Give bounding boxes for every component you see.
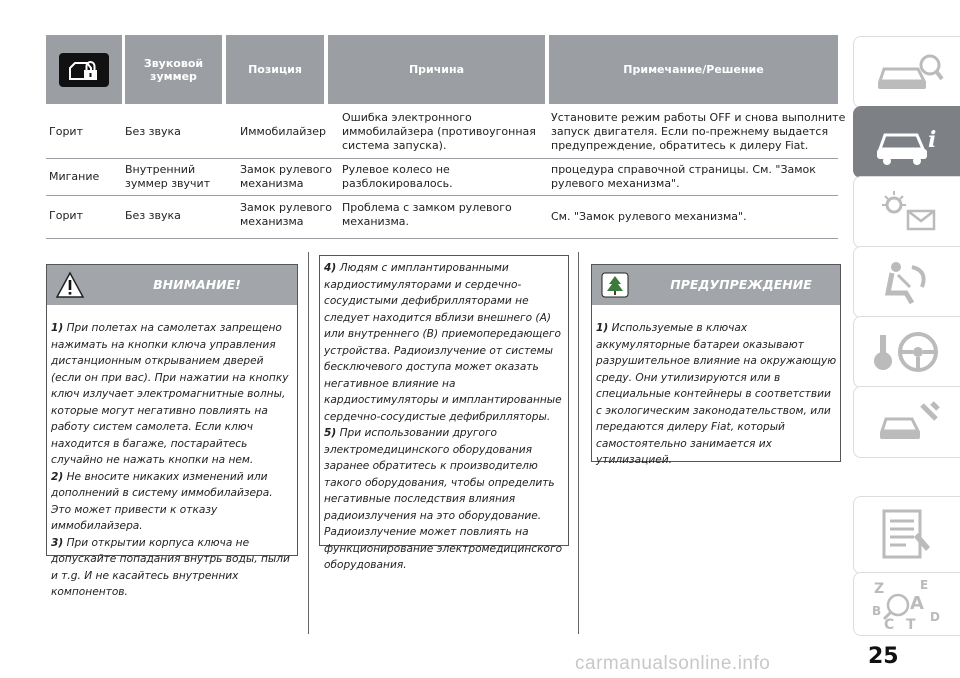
notice-body [596, 320, 837, 469]
warning-item-5: 5) При использовании другого электромедицинского оборудования заранее обратитесь к производителю такого оборудования, чтобы определить негативные последствия влияния радиоизлучения на это оборудование. Радиоизлучение может повлиять на функционирование электромедицинского оборудования. [324, 427, 563, 571]
warning-item-1: 1) При полетах на самолетах запрещено нажимать на кнопки ключа управления дистанционным открыванием дверей (если он при вас). При нажатии на кнопку ключ излучает электромагнитные волны, которые могут негативно повлиять на работу систем самолета. Если ключ находится в багаже, постарайтесь случайно не нажать кнопки на нем. [51, 322, 289, 466]
header-note: Примечание/Решение [549, 35, 838, 104]
warning-item-3: 3) При открытии корпуса ключа не допускайте попадания внутрь воды, пыли и т.g. И не касайтесь внутренних компонентов. [51, 536, 290, 598]
table-cell: Замок рулевого механизма [240, 163, 332, 190]
table-cell: Горит [49, 125, 83, 138]
row-divider [46, 195, 838, 196]
lock-icon-header-cell [46, 35, 122, 104]
table-cell: Горит [49, 209, 83, 222]
warning-continued-body [324, 260, 565, 574]
row-divider [46, 158, 838, 159]
column-divider [578, 252, 579, 634]
table-cell: См. "Замок рулевого механизма". [551, 210, 747, 223]
steering-key-icon [872, 327, 944, 377]
table-cell: Проблема с замком рулевого механизма. [342, 201, 512, 228]
tab-index[interactable] [853, 572, 960, 636]
table-cell: Без звука [125, 209, 181, 222]
warning-body [51, 320, 294, 601]
warning-triangle-icon [55, 271, 85, 303]
tab-car-check[interactable] [853, 36, 960, 108]
index-letter: A [909, 593, 924, 614]
tab-specs-list[interactable] [853, 496, 960, 574]
wrench-car-icon [872, 397, 944, 447]
column-divider [308, 252, 309, 634]
table-cell: Установите режим работы OFF и снова выполните запуск двигателя. Если по-прежнему выдается предупреждение, обратитесь к дилеру Fiat. [551, 111, 846, 152]
tab-car-info[interactable] [853, 106, 960, 178]
row-divider [46, 238, 838, 239]
warning-continued-box [319, 255, 569, 571]
environment-tree-icon [600, 271, 630, 303]
table-cell: Мигание [49, 170, 100, 183]
header-position: Позиция [226, 35, 324, 104]
table-cell: Рулевое колесо не разблокировалось. [342, 163, 453, 190]
warning-lights-icon [872, 187, 944, 237]
header-cause: Причина [328, 35, 545, 104]
notice-box [591, 264, 841, 466]
index-az-icon [868, 575, 948, 633]
table-cell: Внутренний зуммер звучит [125, 163, 211, 190]
table-cell: Ошибка электронного иммобилайзера (противоугонная система запуска). [342, 111, 536, 152]
header-buzzer: Звуковой зуммер [125, 35, 222, 104]
table-cell: Замок рулевого механизма [240, 201, 332, 228]
index-letter: Z [873, 581, 884, 597]
table-cell: процедура справочной страницы. См. "Замок рулевого механизма". [551, 163, 816, 190]
notice-item-1: 1) Используемые в ключах аккумуляторные батареи оказывают разрушительное влияние на окружающую среду. Они утилизируются или в специальные контейнеры в соответствии с экологическим законодательством, или передаются дилеру Fiat, который самостоятельно занимается их утилизацией. [596, 322, 837, 466]
table-cell: Без звука [125, 125, 181, 138]
index-letter: D [929, 610, 940, 624]
lock-icon [59, 53, 109, 87]
warning-title: ВНИМАНИЕ! [153, 277, 241, 292]
seat-airbag-icon [872, 257, 944, 307]
specs-list-icon [872, 507, 944, 563]
index-letter: T [905, 617, 916, 633]
table-cell: Иммобилайзер [240, 125, 327, 138]
tab-warning-lights[interactable] [853, 176, 960, 248]
tab-steering-key[interactable] [853, 316, 960, 388]
tab-wrench-car[interactable] [853, 386, 960, 458]
index-letter: C [883, 617, 894, 633]
page-number: 25 [868, 644, 899, 669]
tab-seat-airbag[interactable] [853, 246, 960, 318]
notice-title: ПРЕДУПРЕЖДЕНИЕ [670, 277, 812, 292]
car-info-icon [872, 117, 944, 167]
index-letter: E [919, 578, 928, 592]
warning-header [47, 265, 297, 305]
svg-text:i: i [927, 127, 936, 153]
notice-header [592, 265, 840, 305]
car-check-icon [872, 47, 944, 97]
watermark-text: carmanualsonline.info [575, 653, 771, 674]
warning-item-4: 4) Людям с имплантированными кардиостимуляторами и сердечно-сосудистыми дефибрилляторами не следует находится вблизи внешнего (A) или внутреннего (B) приемопередающего устройства. Радиоизлучение от системы бесключевого доступа может оказать негативное влияние на кардиостимуляторы и имплантированные сердечно-сосудистые дефибрилляторы. [324, 262, 562, 423]
warning-item-2: 2) Не вносите никаких изменений или дополнений в систему иммобилайзера. Это может привести к отказу иммобилайзера. [51, 470, 273, 532]
index-letter: B [871, 604, 881, 618]
warning-box [46, 264, 298, 598]
